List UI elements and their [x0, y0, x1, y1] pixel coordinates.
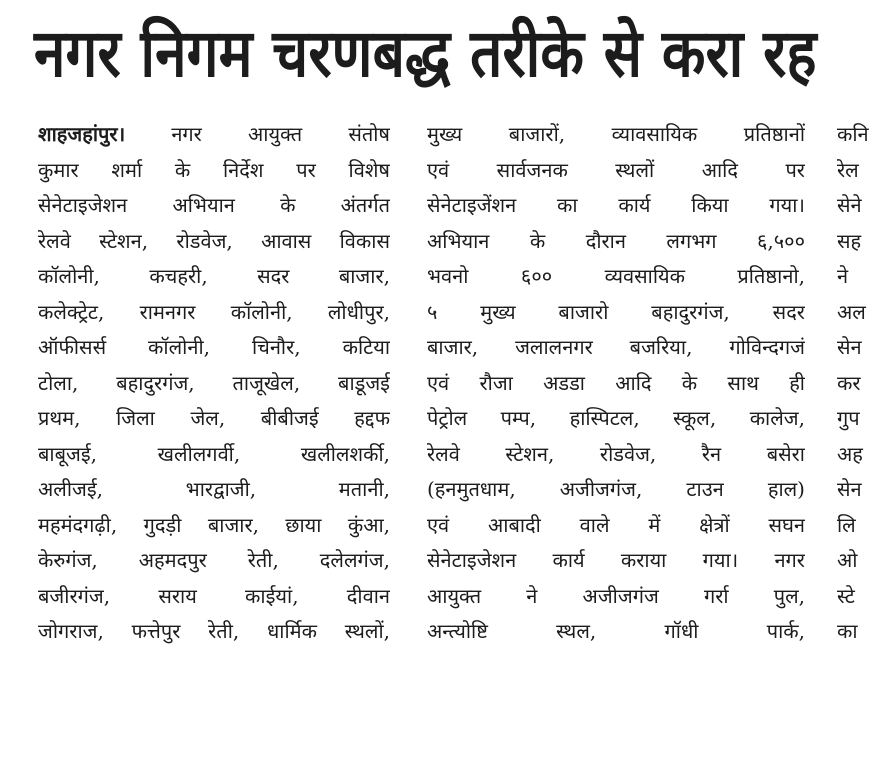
text-line: कलेक्ट्रेट, रामनगर कॉलोनी, लोधीपुर,: [38, 299, 390, 324]
text-line: कुमार शर्मा के निर्देश पर विशेष: [38, 157, 390, 182]
text-line: लि: [837, 512, 856, 537]
text-line: अल: [837, 299, 866, 324]
text-line: भवनो ६०० व्यवसायिक प्रतिष्ठानो,: [427, 264, 805, 288]
text-line: कनि: [837, 122, 869, 146]
text-line: ओ: [837, 548, 858, 572]
text-line: (हनमुतधाम, अजीजगंज, टाउन हाल): [427, 477, 805, 501]
dateline: शाहजहांपुर।: [38, 122, 126, 146]
text-line: प्रथम, जिला जेल, बीबीजई हद्दफ: [38, 406, 390, 430]
text-line: महमंदगढ़ी, गुदड़ी बाजार, छाया कुंआ,: [38, 512, 390, 537]
text-line: रेल: [837, 157, 859, 182]
text-line: स्टे: [837, 583, 855, 608]
text-line: ने: [837, 264, 849, 288]
text-line: आयुक्त ने अजीजगंज गर्रा पुल,: [427, 583, 805, 608]
article-column-1: [38, 117, 390, 650]
text-line: पेट्रोल पम्प, हास्पिटल, स्कूल, कालेज,: [427, 406, 805, 430]
text-line: गुप: [837, 406, 860, 430]
text-line: सेन: [837, 335, 862, 359]
text-line: बजीरगंज, सराय काईयां, दीवान: [38, 583, 390, 608]
text-line: एवं आबादी वाले में क्षेत्रों सघन: [427, 512, 805, 537]
text-line: सेनेटाइजेंशन का कार्य किया गया।: [427, 193, 805, 217]
text-line: जोगराज, फत्तेपुर रेती, धार्मिक स्थलों,: [38, 619, 390, 643]
text-line: सेने: [837, 193, 862, 217]
text-line: बाजार, जलालनगर बजरिया, गोविन्दगजं: [427, 335, 805, 359]
text-line: अह: [837, 441, 863, 466]
text-line: का: [837, 619, 858, 643]
text-line: सेन: [837, 477, 862, 501]
article-column-3: [837, 117, 875, 650]
text-line: कर: [837, 370, 861, 395]
text-line: अभियान के दौरान लगभग ६,५००: [427, 228, 805, 253]
text-line: अलीजई, भारद्वाजी, मतानी,: [38, 477, 390, 501]
text-line-content: नगर आयुक्त संतोष: [125, 122, 390, 146]
text-line: सेनेटाइजेशन अभियान के अंतर्गत: [38, 193, 390, 217]
text-line: मुख्य बाजारों, व्यावसायिक प्रतिष्ठानों: [427, 122, 805, 146]
article-column-2: [427, 117, 805, 650]
text-line: रेलवे स्टेशन, रोडवेज, रैन बसेरा: [427, 441, 805, 466]
text-line: रेलवे स्टेशन, रोडवेज, आवास विकास: [38, 228, 390, 253]
text-line: [38, 117, 390, 153]
text-line: केरुगंज, अहमदपुर रेती, दलेलगंज,: [38, 548, 390, 572]
text-line: ऑफीसर्स कॉलोनी, चिनौर, कटिया: [38, 335, 390, 359]
text-line: कॉलोनी, कचहरी, सदर बाजार,: [38, 264, 390, 288]
headline: नगर निगम चरणबद्ध तरीके से करा रह: [34, 15, 817, 92]
text-line: एवं सार्वजनक स्थलों आदि पर: [427, 157, 805, 182]
text-line: सेनेटाइजेशन कार्य कराया गया। नगर: [427, 548, 805, 572]
text-line: टोला, बहादुरगंज, ताजूखेल, बाडूजई: [38, 370, 390, 395]
text-line: ५ मुख्य बाजारो बहादुरगंज, सदर: [427, 299, 805, 324]
text-line: सह: [837, 228, 862, 253]
text-line: एवं रौजा अडडा आदि के साथ ही: [427, 370, 805, 395]
text-line: बाबूजई, खलीलगर्वी, खलीलशर्की,: [38, 441, 390, 466]
text-line: अन्त्योष्टि स्थल, गॉधी पार्क,: [427, 619, 805, 643]
